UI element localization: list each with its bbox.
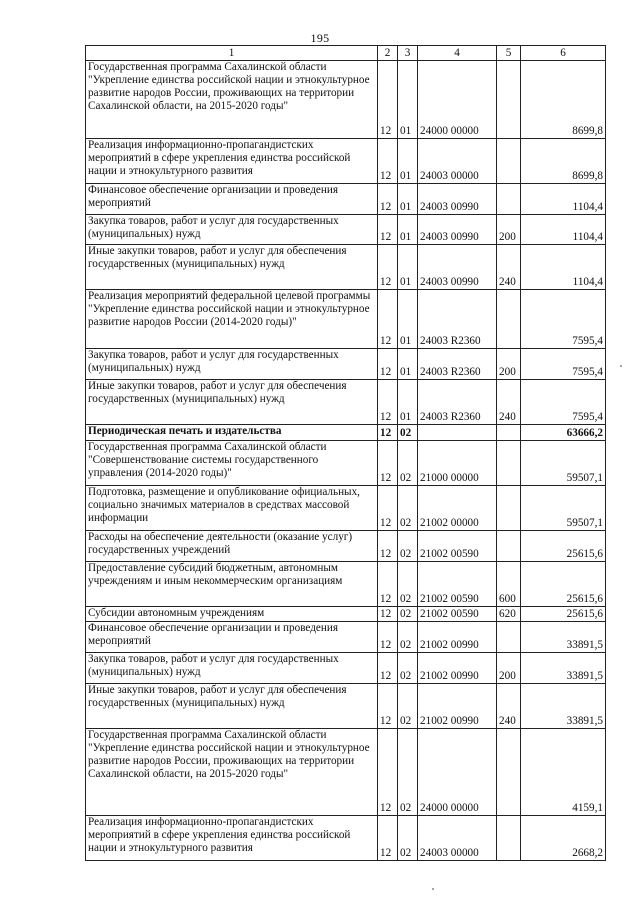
row-subsection-code: 02 [398, 441, 418, 486]
row-amount: 7595,4 [521, 380, 606, 425]
row-section-code: 12 [378, 425, 398, 441]
row-amount: 25615,6 [521, 562, 606, 607]
row-description: Иные закупки товаров, работ и услуг для обеспечения государственных (муниципальных) нужд [86, 245, 378, 290]
row-section-code: 12 [378, 290, 398, 349]
row-target-item-code: 24000 00000 [418, 729, 497, 816]
row-section-code: 12 [378, 562, 398, 607]
row-subsection-code: 01 [398, 380, 418, 425]
row-section-code: 12 [378, 215, 398, 245]
row-description: Периодическая печать и издательства [86, 425, 378, 441]
row-subsection-code: 02 [398, 531, 418, 562]
column-header-3: 3 [398, 46, 418, 61]
row-expense-type-code: 600 [497, 562, 521, 607]
row-description: Расходы на обеспечение деятельности (оказание услуг) государственных учреждений [86, 531, 378, 562]
row-subsection-code: 02 [398, 684, 418, 729]
row-section-code: 12 [378, 349, 398, 380]
row-subsection-code: 02 [398, 653, 418, 684]
table-row [86, 486, 606, 531]
row-description: Реализация мероприятий федеральной целевой программы "Укрепление единства российской нации и этнокультурное развитие народов России (2014-2020 годы)" [86, 290, 378, 349]
table-row [86, 380, 606, 425]
row-subsection-code: 01 [398, 245, 418, 290]
row-amount: 59507,1 [521, 441, 606, 486]
row-description: Государственная программа Сахалинской области "Укрепление единства российской нации и этнокультурное развитие народов России, проживающих на территории Сахалинской области, на 2015-2020 годы" [86, 61, 378, 139]
row-target-item-code: 21002 00990 [418, 653, 497, 684]
row-amount: 1104,4 [521, 184, 606, 215]
row-section-code: 12 [378, 245, 398, 290]
row-amount: 1104,4 [521, 245, 606, 290]
row-expense-type-code [497, 729, 521, 816]
row-expense-type-code [497, 622, 521, 653]
row-target-item-code: 24003 00990 [418, 215, 497, 245]
row-subsection-code: 01 [398, 61, 418, 139]
table-header-row [86, 46, 606, 61]
row-amount: 33891,5 [521, 684, 606, 729]
row-amount: 33891,5 [521, 622, 606, 653]
row-amount: 7595,4 [521, 290, 606, 349]
row-description: Государственная программа Сахалинской области "Совершенствование системы государственного управления (2014-2020 годы)" [86, 441, 378, 486]
row-amount: 25615,6 [521, 531, 606, 562]
row-amount: 2668,2 [521, 816, 606, 861]
row-expense-type-code [497, 139, 521, 184]
row-expense-type-code: 240 [497, 684, 521, 729]
row-expense-type-code [497, 425, 521, 441]
row-target-item-code: 21002 00000 [418, 486, 497, 531]
row-expense-type-code [497, 290, 521, 349]
row-expense-type-code [497, 531, 521, 562]
row-description: Государственная программа Сахалинской области "Укрепление единства российской нации и этнокультурное развитие народов России, проживающих на территории Сахалинской области, на 2015-2020 годы" [86, 729, 378, 816]
row-target-item-code: 24003 R2360 [418, 380, 497, 425]
row-section-code: 12 [378, 816, 398, 861]
row-description: Закупка товаров, работ и услуг для государственных (муниципальных) нужд [86, 653, 378, 684]
row-description: Иные закупки товаров, работ и услуг для обеспечения государственных (муниципальных) нужд [86, 684, 378, 729]
row-target-item-code: 21002 00590 [418, 562, 497, 607]
row-subsection-code: 02 [398, 622, 418, 653]
row-amount: 59507,1 [521, 486, 606, 531]
row-description: Предоставление субсидий бюджетным, автономным учреждениям и иным некоммерческим организациям [86, 562, 378, 607]
table-row [86, 349, 606, 380]
row-expense-type-code: 200 [497, 215, 521, 245]
row-subsection-code: 01 [398, 139, 418, 184]
row-section-code: 12 [378, 729, 398, 816]
row-section-code: 12 [378, 61, 398, 139]
row-target-item-code: 21000 00000 [418, 441, 497, 486]
row-amount: 1104,4 [521, 215, 606, 245]
row-section-code: 12 [378, 380, 398, 425]
table-row [86, 562, 606, 607]
row-description: Иные закупки товаров, работ и услуг для обеспечения государственных (муниципальных) нужд [86, 380, 378, 425]
row-amount: 63666,2 [521, 425, 606, 441]
row-expense-type-code [497, 816, 521, 861]
row-description: Реализация информационно-пропагандистских мероприятий в сфере укрепления единства российской нации и этнокультурного развития [86, 139, 378, 184]
row-subsection-code: 02 [398, 562, 418, 607]
row-description: Реализация информационно-пропагандистских мероприятий в сфере укрепления единства российской нации и этнокультурного развития [86, 816, 378, 861]
row-description: Финансовое обеспечение организации и проведения мероприятий [86, 622, 378, 653]
row-target-item-code: 24003 00990 [418, 184, 497, 215]
table-row [86, 684, 606, 729]
row-target-item-code: 24003 00990 [418, 245, 497, 290]
column-header-1: 1 [86, 46, 378, 61]
row-description: Финансовое обеспечение организации и проведения мероприятий [86, 184, 378, 215]
row-amount: 4159,1 [521, 729, 606, 816]
row-subsection-code: 02 [398, 486, 418, 531]
table-body [86, 61, 606, 861]
row-target-item-code: 24003 R2360 [418, 290, 497, 349]
table-row [86, 531, 606, 562]
table-row [86, 61, 606, 139]
page-number: 195 [310, 31, 330, 45]
table-row [86, 290, 606, 349]
table-row [86, 653, 606, 684]
row-target-item-code: 24003 R2360 [418, 349, 497, 380]
table-row [86, 816, 606, 861]
row-target-item-code: 21002 00590 [418, 531, 497, 562]
row-section-code: 12 [378, 139, 398, 184]
row-subsection-code: 01 [398, 215, 418, 245]
table-row [86, 245, 606, 290]
table-row [86, 139, 606, 184]
table-row [86, 622, 606, 653]
row-description: Закупка товаров, работ и услуг для государственных (муниципальных) нужд [86, 349, 378, 380]
table-row [86, 607, 606, 622]
table-row [86, 215, 606, 245]
row-description: Закупка товаров, работ и услуг для государственных (муниципальных) нужд [86, 215, 378, 245]
row-subsection-code: 02 [398, 425, 418, 441]
row-target-item-code: 24003 00000 [418, 816, 497, 861]
row-section-code: 12 [378, 486, 398, 531]
row-section-code: 12 [378, 653, 398, 684]
row-section-code: 12 [378, 184, 398, 215]
scan-speck [620, 365, 622, 367]
row-amount: 7595,4 [521, 349, 606, 380]
table-row [86, 441, 606, 486]
row-expense-type-code: 240 [497, 380, 521, 425]
row-section-code: 12 [378, 607, 398, 622]
row-expense-type-code: 200 [497, 653, 521, 684]
row-expense-type-code [497, 441, 521, 486]
row-amount: 25615,6 [521, 607, 606, 622]
column-header-2: 2 [378, 46, 398, 61]
budget-table [85, 45, 606, 861]
row-target-item-code: 24003 00000 [418, 139, 497, 184]
row-amount: 8699,8 [521, 139, 606, 184]
column-header-4: 4 [418, 46, 497, 61]
row-target-item-code: 21002 00990 [418, 622, 497, 653]
row-target-item-code: 21002 00990 [418, 684, 497, 729]
row-subsection-code: 01 [398, 349, 418, 380]
row-target-item-code [418, 425, 497, 441]
row-subsection-code: 01 [398, 290, 418, 349]
row-amount: 33891,5 [521, 653, 606, 684]
row-expense-type-code [497, 184, 521, 215]
row-expense-type-code: 200 [497, 349, 521, 380]
row-section-code: 12 [378, 441, 398, 486]
row-target-item-code: 21002 00590 [418, 607, 497, 622]
row-expense-type-code [497, 486, 521, 531]
row-section-code: 12 [378, 622, 398, 653]
table-row [86, 425, 606, 441]
row-section-code: 12 [378, 684, 398, 729]
row-description: Субсидии автономным учреждениям [86, 607, 378, 622]
row-amount: 8699,8 [521, 61, 606, 139]
row-subsection-code: 01 [398, 184, 418, 215]
row-target-item-code: 24000 00000 [418, 61, 497, 139]
scan-speck [432, 888, 434, 890]
table-row [86, 729, 606, 816]
table-row [86, 184, 606, 215]
row-expense-type-code: 620 [497, 607, 521, 622]
row-subsection-code: 02 [398, 816, 418, 861]
row-description: Подготовка, размещение и опубликование официальных, социально значимых материалов в средствах массовой информации [86, 486, 378, 531]
row-subsection-code: 02 [398, 607, 418, 622]
row-expense-type-code: 240 [497, 245, 521, 290]
row-expense-type-code [497, 61, 521, 139]
column-header-5: 5 [497, 46, 521, 61]
row-section-code: 12 [378, 531, 398, 562]
column-header-6: 6 [521, 46, 606, 61]
row-subsection-code: 02 [398, 729, 418, 816]
